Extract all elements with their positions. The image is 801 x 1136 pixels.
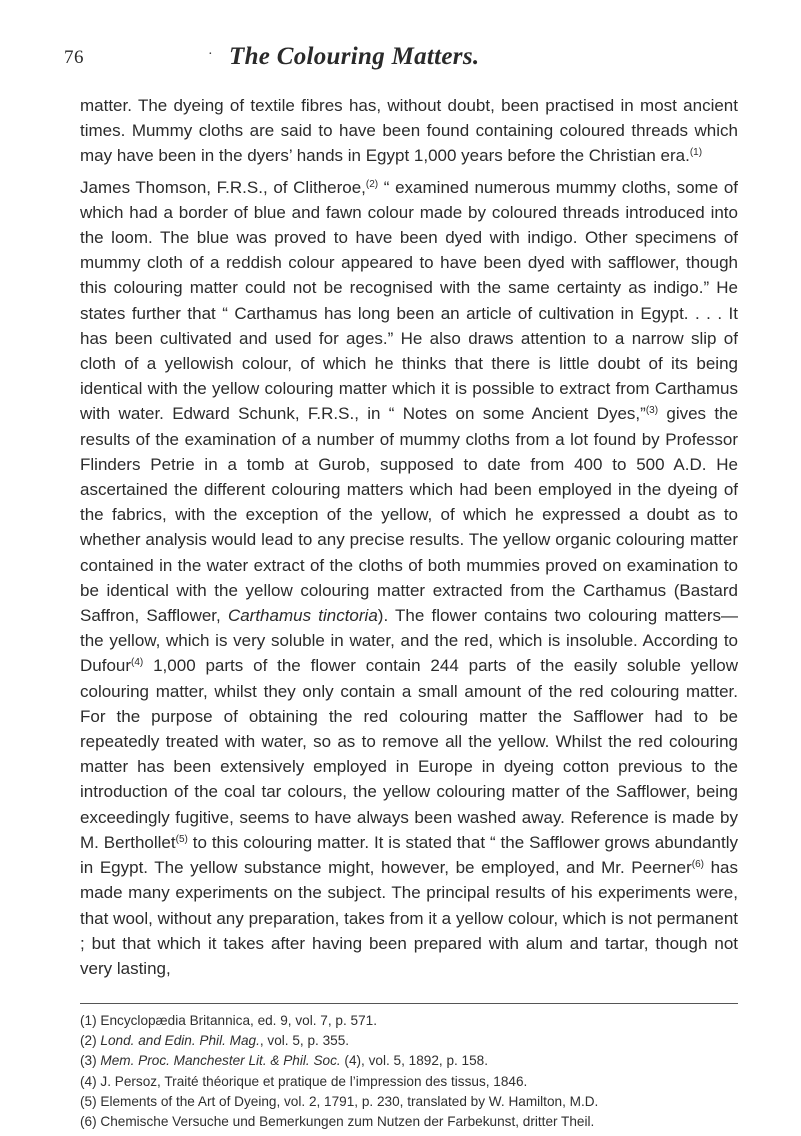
footnote-ref-5: (5) bbox=[175, 833, 188, 845]
footnote-ref-2: (2) bbox=[365, 178, 379, 190]
footnote bbox=[80, 1031, 740, 1051]
text-run: James Thomson, F.R.S., of Clitheroe, bbox=[80, 177, 366, 197]
body-text bbox=[80, 93, 738, 981]
text-run: ). The flower contains two colouring matters—the yellow, which is very soluble in water, and the red, which is insoluble. According to Dufour bbox=[80, 606, 739, 676]
footnote-ref-6: (6) bbox=[691, 859, 704, 871]
footnotes bbox=[80, 1011, 740, 1132]
latin-name: Carthamus tinctoria bbox=[227, 606, 378, 626]
header-separator: · bbox=[208, 47, 213, 62]
text-run: gives the results of the examination of a number of mummy cloths from a lot found by Professor Flinders Petrie in a tomb at Gurob, supposed to date from 400 to 500 A.D. He ascertained the different colouring matters which had been employed in the dyeing of the fabrics, with the exception of the yellow, of which he expressed a doubt as to whether analysis would lead to any precise results. The yellow organic colouring matter contained in the water extract of the cloths of both mummies proved on examination to be identical with the yellow colouring matter extracted from the Carthamus (Bastard Saffron, Safflower, bbox=[80, 404, 738, 626]
footnote-number: (1) bbox=[80, 1013, 97, 1028]
footnote-text: , vol. 5, p. 355. bbox=[259, 1033, 350, 1049]
footnote-number: (2) bbox=[80, 1033, 97, 1049]
paragraph-2 bbox=[80, 175, 738, 982]
text-run: has made many experiments on the subject. The principal results of his experiments were, that wool, without any preparation, takes from it a yellow colour, which is not permanent ; but that which it takes after having been prepared with alum and tartar, though not very lasting, bbox=[80, 858, 738, 978]
footnote bbox=[80, 1092, 740, 1112]
footnote-journal: Mem. Proc. Manchester Lit. & Phil. Soc. bbox=[100, 1053, 341, 1069]
text-run: to this colouring matter. It is stated that “ the Safflower grows abundantly in Egypt. The yellow substance might, however, be employed, and Mr. Peerner bbox=[80, 832, 738, 878]
text-run: 1,000 parts of the flower contain 244 parts of the easily soluble yellow colouring matter, whilst they only contain a small amount of the red colouring matter. For the purpose of obtaining the red colouring matter the Safflower had to be repeatedly treated with water, so as to remove all the yellow. Whilst the red colouring matter has been extensively employed in Europe in dyeing cotton previous to the introduction of the coal tar colours, the yellow colouring matter of the Safflower, being exceedingly fugitive, seems to have always been washed away. Reference is made by M. Berthollet bbox=[80, 656, 738, 852]
text-run: “ examined numerous mummy cloths, some of which had a border of blue and fawn colour made by coloured threads introduced into the loom. The blue was proved to have been dyed with indigo. Other specimens of mummy cloth of a reddish colour appeared to have been dyed with safflower, though this colouring matter could not be recognised with the same certainty as indigo.” He states further that “ Carthamus has long been an article of cultivation in Egypt. . . . It has been cultivated and used for ages.” He also draws attention to a narrow slip of cloth of a yellowish colour, of which he thinks that there is little doubt of its being identical with the yellow colouring matter which it is possible to extract from Carthamus with water. Edward Schunk, F.R.S., in “ Notes on some Ancient Dyes,” bbox=[80, 177, 738, 424]
footnote-text: (4), vol. 5, 1892, p. 158. bbox=[340, 1053, 489, 1069]
footnote-ref-3: (3) bbox=[645, 405, 659, 417]
footnote-journal: Lond. and Edin. Phil. Mag. bbox=[100, 1033, 260, 1049]
paragraph-1 bbox=[80, 93, 738, 169]
footnote-ref-1: (1) bbox=[689, 147, 703, 159]
footnote-text: Encyclopædia Britannica, ed. 9, vol. 7, p. 571. bbox=[96, 1013, 377, 1028]
footnote-text: J. Persoz, Traité théorique et pratique de l’impression des tissus, 1846. bbox=[96, 1073, 528, 1089]
footnote-number: (4) bbox=[80, 1073, 97, 1089]
footnote-text: Elements of the Art of Dyeing, vol. 2, 1791, p. 230, translated by W. Hamilton, M.D. bbox=[96, 1093, 599, 1109]
page-number: 76 bbox=[64, 47, 84, 68]
page-title: The Colouring Matters. bbox=[229, 43, 480, 70]
footnote bbox=[80, 1072, 740, 1092]
text-run: matter. The dyeing of textile fibres has, without doubt, been practised in most ancient times. Mummy cloths are said to have been found containing coloured threads which may have been in the dyers’ hands in Egypt 1,000 years before the Christian era. bbox=[80, 96, 738, 166]
footnote-ref-4: (4) bbox=[131, 657, 144, 669]
footnote bbox=[80, 1112, 740, 1132]
footnote-divider bbox=[80, 1003, 738, 1004]
footnote-number: (5) bbox=[80, 1093, 97, 1109]
footnote-number: (3) bbox=[80, 1053, 97, 1069]
running-head bbox=[64, 43, 734, 81]
footnote-text: Chemische Versuche und Bemerkungen zum Nutzen der Farbekunst, dritter Theil. bbox=[96, 1114, 595, 1130]
footnote bbox=[80, 1011, 740, 1031]
footnote-number: (6) bbox=[80, 1114, 97, 1130]
footnote bbox=[80, 1051, 740, 1071]
